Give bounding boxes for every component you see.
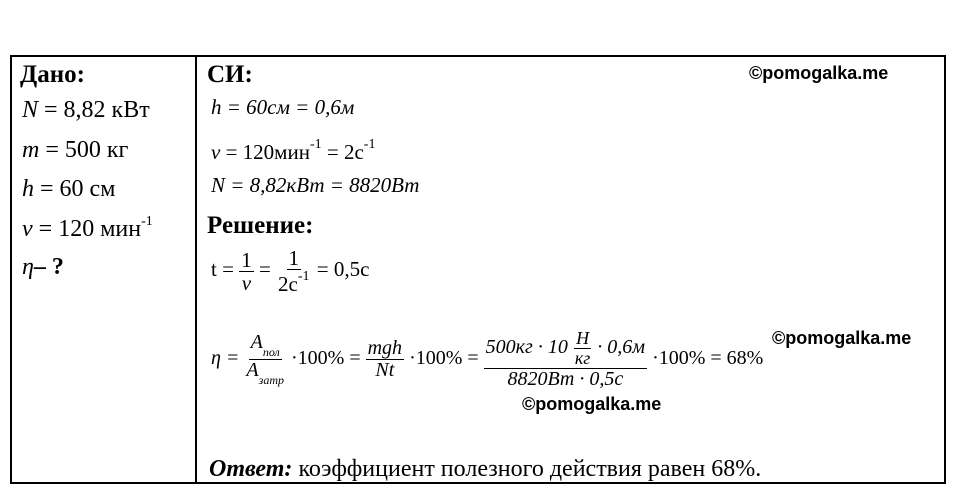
si-header: СИ: — [207, 61, 253, 88]
si-frequency — [211, 137, 375, 165]
eta-frac-3-den: 8820Вт · 0,5с — [507, 367, 624, 390]
eta-times-1: ·100% = — [291, 346, 361, 369]
given-power — [22, 97, 150, 124]
eta-frac-1-den — [244, 360, 286, 387]
eta-frac-2 — [366, 338, 404, 381]
si-frequency-asup: -1 — [309, 137, 322, 152]
watermark-top: ©pomogalka.me — [749, 63, 889, 83]
watermark-bottom: ©pomogalka.me — [522, 394, 662, 414]
eta-frac-2-num: mgh — [367, 336, 403, 359]
eta-frac-2-den: Nt — [375, 358, 395, 381]
si-frequency-a: = 120мин — [220, 140, 310, 164]
eta-frac-1-num-main: A — [250, 331, 263, 354]
time-frac-2-den-sup: -1 — [297, 269, 310, 285]
given-power-value: = 8,82 кВт — [38, 97, 150, 123]
time-result: = 0,5с — [316, 256, 370, 281]
eta-result: ·100% = 68% — [652, 346, 764, 369]
time-frac-2-den-main: 2с — [278, 272, 298, 297]
given-unknown — [22, 254, 64, 281]
given-column — [12, 57, 195, 482]
given-height-value: = 60 см — [34, 176, 116, 202]
eta-frac-3 — [484, 329, 647, 390]
time-eq: = — [258, 256, 271, 281]
main-column — [197, 57, 944, 482]
si-power-var: N — [211, 173, 226, 197]
given-height-var: h — [22, 176, 34, 202]
given-power-var: N — [22, 97, 39, 123]
eta-frac-1 — [244, 332, 286, 386]
si-power-conv: = 8,82кВт = 8820Вт — [225, 173, 420, 197]
given-height — [22, 176, 115, 203]
time-formula — [211, 247, 369, 295]
si-frequency-var: ν — [211, 140, 221, 164]
si-power — [211, 173, 419, 198]
answer-label: Ответ: — [209, 456, 293, 482]
eta-frac-1-den-main: A — [246, 358, 259, 381]
answer-line — [209, 456, 761, 483]
time-frac-1-den: ν — [241, 270, 252, 295]
given-header: Дано: — [20, 61, 85, 88]
efficiency-formula — [211, 329, 763, 390]
answer-text: коэффициент полезного действия равен 68%. — [292, 456, 762, 482]
eta-inner-frac-den: кг — [574, 347, 591, 368]
time-frac-2 — [276, 247, 312, 295]
given-unknown-var: η — [22, 254, 34, 280]
time-frac-1 — [239, 249, 254, 294]
eta-frac-3-num — [484, 329, 647, 369]
given-frequency-var: ν — [22, 216, 33, 242]
given-mass — [22, 137, 128, 164]
given-mass-value: = 500 кг — [39, 137, 129, 163]
eta-frac-1-num-sub: пол — [262, 345, 280, 360]
time-frac-2-num: 1 — [288, 246, 300, 270]
si-frequency-b: = 2с — [321, 140, 364, 164]
time-frac-2-den — [276, 270, 312, 295]
eta-times-2: ·100% = — [409, 346, 479, 369]
time-lhs: t = — [211, 256, 234, 281]
given-unknown-mark: – ? — [33, 254, 64, 280]
eta-frac-1-num — [249, 332, 282, 360]
si-frequency-bsup: -1 — [363, 137, 376, 152]
eta-frac-3-num-a: 500кг · 10 — [485, 335, 568, 358]
time-frac-1-num: 1 — [241, 247, 252, 272]
given-frequency — [22, 214, 153, 243]
eta-inner-frac-num: Н — [576, 328, 590, 348]
eta-frac-3-num-b: · 0,6м — [597, 335, 646, 358]
given-frequency-sup: -1 — [141, 214, 153, 229]
solution-header: Решение: — [207, 212, 314, 239]
eta-lhs: η = — [211, 346, 240, 369]
si-height — [211, 95, 354, 120]
given-mass-var: m — [22, 137, 40, 163]
given-frequency-value: = 120 мин — [32, 216, 142, 242]
eta-frac-1-den-sub: затр — [258, 372, 284, 387]
solution-table — [10, 55, 946, 484]
si-height-conv: = 60см = 0,6м — [221, 95, 355, 119]
eta-inner-frac — [573, 329, 592, 368]
watermark-middle: ©pomogalka.me — [772, 328, 912, 348]
si-height-var: h — [211, 95, 222, 119]
